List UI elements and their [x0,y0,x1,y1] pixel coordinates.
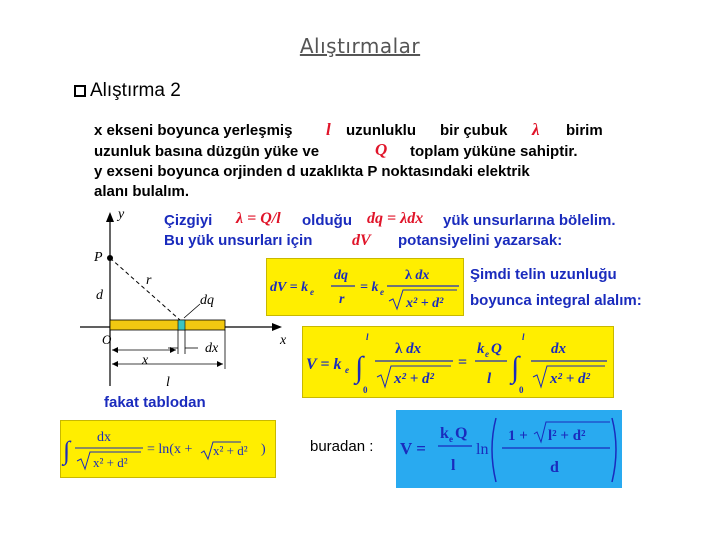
svg-text:λ dx: λ dx [395,341,422,357]
distance-label-r: r [146,273,152,288]
svg-text:V = k: V = k [306,356,342,373]
problem-figure [60,116,642,496]
svg-text:Q: Q [491,341,502,357]
svg-text:dx: dx [97,430,111,445]
v-integral-box [302,326,614,398]
step-yuk-unsur: yük unsurlarına bölelim. [443,212,616,229]
step-fakat: fakat tablodan [104,394,206,411]
table-integral-box [60,420,276,478]
svg-text:= ln(x +: = ln(x + [147,442,193,457]
svg-text:e: e [310,287,314,297]
problem-line2-a: uzunluk basına düzgün yüke ve [94,143,320,160]
svg-text:l: l [366,332,369,342]
lambda-definition: λ = Q/l [236,210,281,227]
element-label-dx: dx [205,341,219,356]
svg-text:r: r [339,292,345,307]
exercise-label: Alıştırma 2 [90,80,181,101]
svg-text:d: d [550,459,559,476]
checkbox-bullet-icon [74,85,86,97]
step-bu-yuk: Bu yük unsurları için [164,232,313,249]
svg-text:dx: dx [551,341,566,357]
svg-text:x² + d²: x² + d² [394,371,435,387]
table-integral-equation [61,421,275,477]
lambda-symbol: λ [532,120,540,139]
svg-text:dV = k: dV = k [270,280,309,295]
charge-element-dq [178,320,185,330]
svg-text:∫: ∫ [63,436,71,465]
svg-text:e: e [345,365,349,375]
svg-text:l: l [451,457,456,474]
svg-text:l: l [487,371,492,387]
svg-text:): ) [261,442,266,457]
problem-line3: y exseni boyunca orjinden d uzaklıkta P noktasındaki elektrik [94,163,530,180]
point-label-p: P [94,250,103,265]
svg-text:=: = [458,354,468,371]
step-boyunca: boyunca integral alalım: [470,292,642,309]
page-title: Alıştırmalar [299,34,421,58]
svg-text:V =: V = [400,439,426,458]
position-label-x: x [142,353,149,368]
step-buradan: buradan : [310,438,374,455]
svg-text:ln: ln [476,441,489,458]
svg-text:1 +: 1 + [508,428,528,444]
final-result-equation [396,410,622,488]
svg-text:e: e [485,349,489,359]
axis-label-x: x [280,333,287,348]
exercise-heading [74,80,181,102]
svg-text:l: l [522,332,525,342]
svg-text:Q: Q [455,425,468,442]
svg-text:= k: = k [360,280,379,295]
svg-text:l² + d²: l² + d² [548,428,586,444]
svg-text:0: 0 [519,385,524,395]
svg-text:x² + d²: x² + d² [93,455,128,470]
problem-line1-b: uzunluklu [346,122,416,139]
v-integral-equation [303,327,613,397]
dq-definition: dq = λdx [367,210,424,227]
problem-line4: alanı bulalım. [94,183,190,200]
problem-line1-d: birim [566,122,603,139]
svg-text:dq: dq [334,268,348,283]
charged-rod [110,320,225,330]
svg-text:e: e [449,434,453,444]
charge-symbol-q: Q [375,140,388,159]
dv-equation-box [266,258,464,316]
length-symbol-l: l [326,120,331,139]
distance-label-d: d [96,288,103,303]
step-simdi: Şimdi telin uzunluğu [470,266,617,283]
problem-line1-a: x ekseni boyunca yerleşmiş [94,122,293,139]
svg-text:k: k [477,341,485,357]
svg-text:0: 0 [363,385,368,395]
origin-label: O [102,332,112,347]
svg-text:x² + d²: x² + d² [550,371,591,387]
length-label-l: l [166,375,170,390]
problem-line2-b: toplam yüküne sahiptir. [410,143,578,160]
final-result-box [396,410,622,488]
dv-equation [267,259,463,315]
svg-text:x² + d²: x² + d² [406,296,444,311]
dv-symbol: dV [352,232,371,249]
step-potansiyel: potansiyelini yazarsak: [398,232,563,249]
axis-label-y: y [118,207,125,222]
element-label-dq: dq [200,293,214,308]
svg-text:∫: ∫ [511,351,520,384]
svg-text:e: e [380,287,384,297]
svg-text:k: k [440,425,449,442]
step-oldugu: olduğu [302,212,352,229]
svg-text:∫: ∫ [355,351,364,384]
step-cizgiyi: Çizgiyi [164,212,213,229]
svg-text:λ dx: λ dx [405,268,430,283]
svg-text:x² + d²: x² + d² [213,443,248,458]
problem-line1-c: bir çubuk [440,122,508,139]
